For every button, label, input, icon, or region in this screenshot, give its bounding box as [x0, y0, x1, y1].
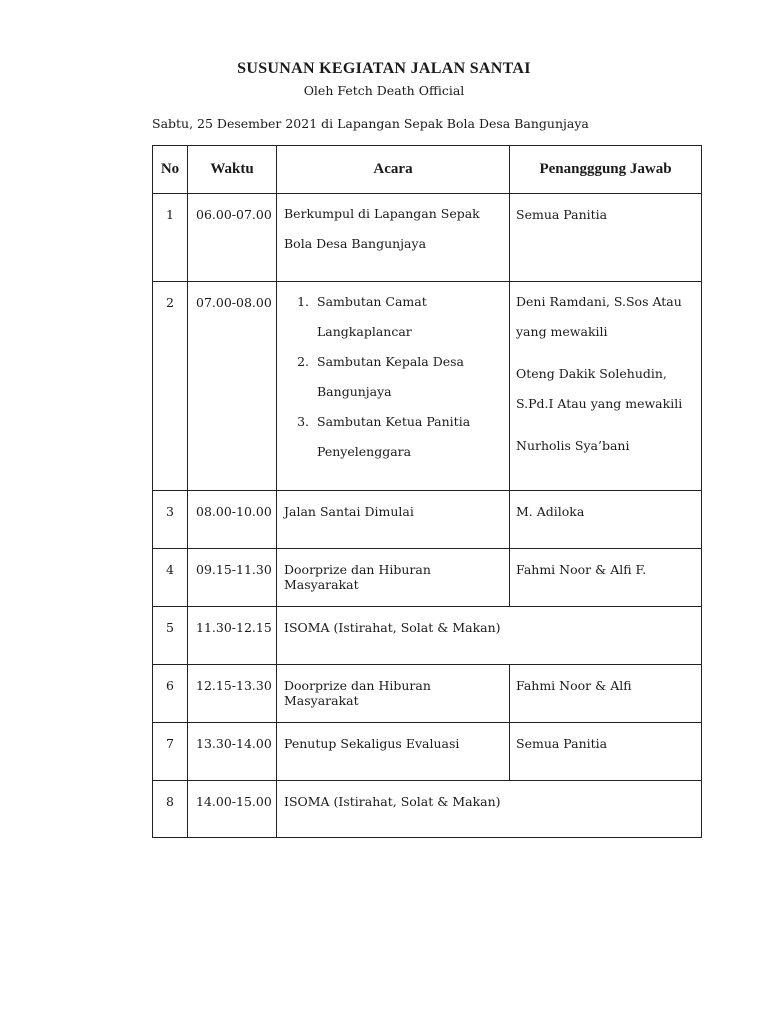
- row-number: 8: [153, 781, 188, 838]
- header-pic: Penangggung Jawab: [510, 146, 702, 194]
- row-time: 09.15-11.30: [188, 549, 277, 607]
- header-no: No: [153, 146, 188, 194]
- row-time: 07.00-08.00: [188, 282, 277, 491]
- row-pic: Fahmi Noor & Alfi F.: [510, 549, 702, 607]
- row-time: 12.15-13.30: [188, 665, 277, 723]
- row-event: [277, 282, 510, 491]
- row-pic: Semua Panitia: [510, 723, 702, 781]
- list-item-line: Penyelenggara: [317, 444, 412, 459]
- list-item-line: 3. Sambutan Ketua Panitia: [317, 414, 471, 429]
- list-item: [313, 287, 503, 347]
- row-number: 2: [153, 282, 188, 491]
- list-item: [313, 407, 503, 467]
- document-title: SUSUNAN KEGIATAN JALAN SANTAI: [237, 60, 531, 77]
- row-pic: Semua Panitia: [510, 194, 702, 282]
- event-line: Berkumpul di Lapangan Sepak: [284, 206, 480, 221]
- schedule-table: [152, 145, 702, 838]
- pic-line: Oteng Dakik Solehudin,: [516, 366, 667, 381]
- row-event: Doorprize dan Hiburan Masyarakat: [277, 549, 510, 607]
- row-pic: Fahmi Noor & Alfi: [510, 665, 702, 723]
- list-item: [313, 347, 503, 407]
- table-row: [153, 723, 702, 781]
- document-subtitle: Oleh Fetch Death Official: [303, 83, 465, 98]
- row-event: ISOMA (Istirahat, Solat & Makan): [277, 607, 702, 665]
- row-time: 11.30-12.15: [188, 607, 277, 665]
- table-row: [153, 781, 702, 838]
- pic-line: yang mewakili: [516, 324, 608, 339]
- row-time: 14.00-15.00: [188, 781, 277, 838]
- row-event: ISOMA (Istirahat, Solat & Makan): [277, 781, 702, 838]
- header-time: Waktu: [188, 146, 277, 194]
- table-row: [153, 665, 702, 723]
- row-pic: M. Adiloka: [510, 491, 702, 549]
- table-row: [153, 491, 702, 549]
- row-number: 7: [153, 723, 188, 781]
- row-time: 13.30-14.00: [188, 723, 277, 781]
- header-event: Acara: [277, 146, 510, 194]
- row-event: Doorprize dan Hiburan Masyarakat: [277, 665, 510, 723]
- row-time: 08.00-10.00: [188, 491, 277, 549]
- pic-block: [516, 287, 695, 347]
- row-event: [277, 194, 510, 282]
- row-pic: [510, 282, 702, 491]
- row-number: 1: [153, 194, 188, 282]
- row-number: 3: [153, 491, 188, 549]
- speech-list: [284, 287, 503, 467]
- pic-line: Deni Ramdani, S.Sos Atau: [516, 294, 682, 309]
- table-row: [153, 607, 702, 665]
- list-item-line: Bangunjaya: [317, 384, 392, 399]
- table-header-row: [153, 146, 702, 194]
- list-item-line: 1. Sambutan Camat: [317, 294, 427, 309]
- pic-block: [516, 359, 695, 419]
- row-event: Penutup Sekaligus Evaluasi: [277, 723, 510, 781]
- event-date-location: Sabtu, 25 Desember 2021 di Lapangan Sepak Bola Desa Bangunjaya: [152, 116, 589, 131]
- row-event: Jalan Santai Dimulai: [277, 491, 510, 549]
- pic-line: Nurholis Sya’bani: [516, 438, 630, 453]
- row-time: 06.00-07.00: [188, 194, 277, 282]
- list-item-line: 2. Sambutan Kepala Desa: [317, 354, 464, 369]
- row-number: 6: [153, 665, 188, 723]
- event-line: Bola Desa Bangunjaya: [284, 236, 427, 251]
- row-number: 4: [153, 549, 188, 607]
- table-row: [153, 549, 702, 607]
- list-item-line: Langkaplancar: [317, 324, 412, 339]
- table-row: [153, 194, 702, 282]
- table-row: [153, 282, 702, 491]
- row-number: 5: [153, 607, 188, 665]
- pic-line: S.Pd.I Atau yang mewakili: [516, 396, 683, 411]
